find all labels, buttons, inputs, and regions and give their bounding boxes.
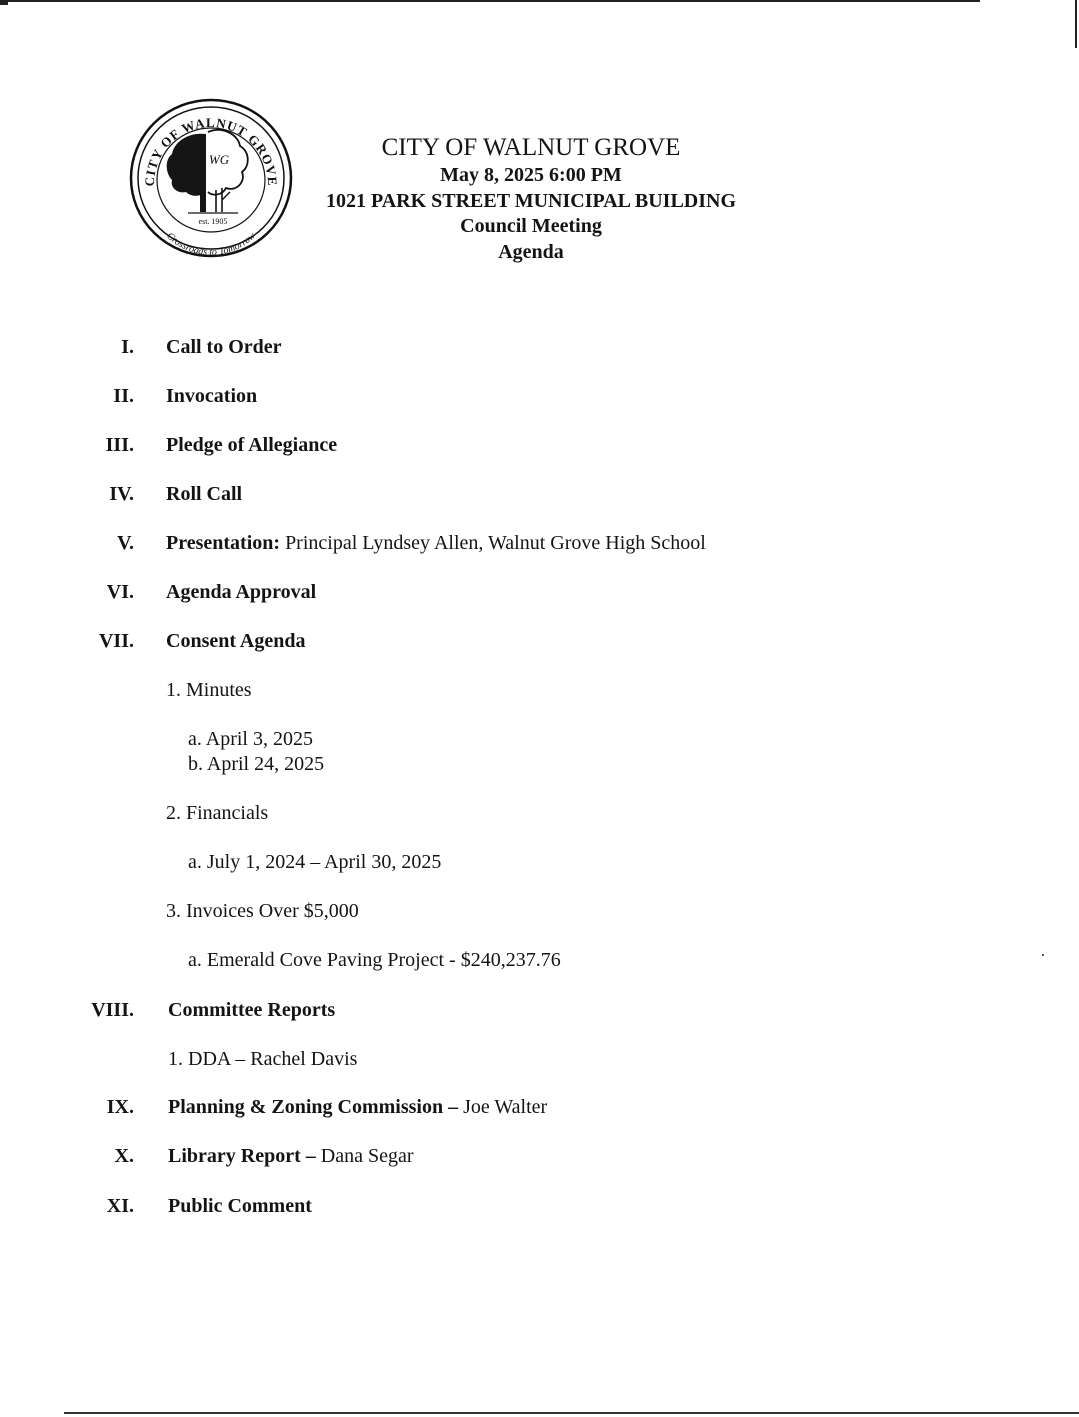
consent-minutes: 1. Minutes: [166, 679, 252, 701]
seal-motto: Crossroads to Tomorrow: [164, 230, 258, 259]
committee-dda: 1. DDA – Rachel Davis: [168, 1048, 358, 1070]
seal-ring-text: CITY OF WALNUT GROVE: [141, 114, 281, 187]
consent-financials: 2. Financials: [166, 802, 269, 824]
consent-invoices: 3. Invoices Over $5,000: [166, 900, 359, 922]
agenda-item-title: Planning & Zoning Commission – Joe Walter: [168, 1096, 548, 1118]
agenda-item-number: V.: [117, 532, 134, 554]
agenda-item-detail: Dana Segar: [315, 1145, 414, 1167]
meeting-location: 1021 PARK STREET MUNICIPAL BUILDING: [325, 189, 737, 212]
meeting-datetime: May 8, 2025 6:00 PM: [440, 164, 622, 186]
consent-financials-a: a. July 1, 2024 – April 30, 2025: [188, 851, 442, 873]
agenda-item-title: Invocation: [166, 385, 258, 407]
agenda-item-title: Roll Call: [166, 483, 243, 505]
consent-minutes-a: a. April 3, 2025: [188, 728, 313, 750]
agenda-item-title: Public Comment: [168, 1195, 312, 1217]
agenda-item-title: Committee Reports: [168, 999, 336, 1021]
agenda-item-number: XI.: [106, 1195, 134, 1217]
agenda-item-number: III.: [105, 434, 134, 456]
agenda-item-title: Pledge of Allegiance: [166, 434, 338, 456]
agenda-item-title: Presentation: Principal Lyndsey Allen, Walnut Grove High School: [166, 532, 706, 554]
document-type: Agenda: [498, 240, 564, 263]
consent-invoices-a: a. Emerald Cove Paving Project - $240,237.76: [188, 949, 561, 971]
seal-established: est. 1905: [198, 217, 228, 226]
agenda-item-number: I.: [121, 336, 134, 358]
agenda-item-number: IV.: [109, 483, 134, 505]
agenda-item-number: VI.: [106, 581, 134, 603]
agenda-item-title: Library Report – Dana Segar: [168, 1145, 414, 1167]
consent-minutes-b: b. April 24, 2025: [188, 753, 325, 775]
agenda-item-title: Call to Order: [166, 336, 282, 358]
agenda-item-number: VII.: [98, 630, 134, 652]
agenda-item-number: X.: [114, 1145, 134, 1167]
agenda-item-detail: Joe Walter: [458, 1096, 548, 1118]
agenda-item-number: VIII.: [91, 999, 134, 1021]
seal-monogram: WG: [208, 152, 230, 167]
agenda-item-number: IX.: [106, 1096, 134, 1118]
agenda-item-detail: Principal Lyndsey Allen, Walnut Grove High School: [280, 532, 706, 554]
agenda-item-title: Agenda Approval: [166, 581, 317, 603]
city-name: CITY OF WALNUT GROVE: [381, 134, 681, 161]
agenda-item-title: Consent Agenda: [166, 630, 306, 652]
meeting-type: Council Meeting: [460, 215, 602, 237]
agenda-item-number: II.: [113, 385, 134, 407]
